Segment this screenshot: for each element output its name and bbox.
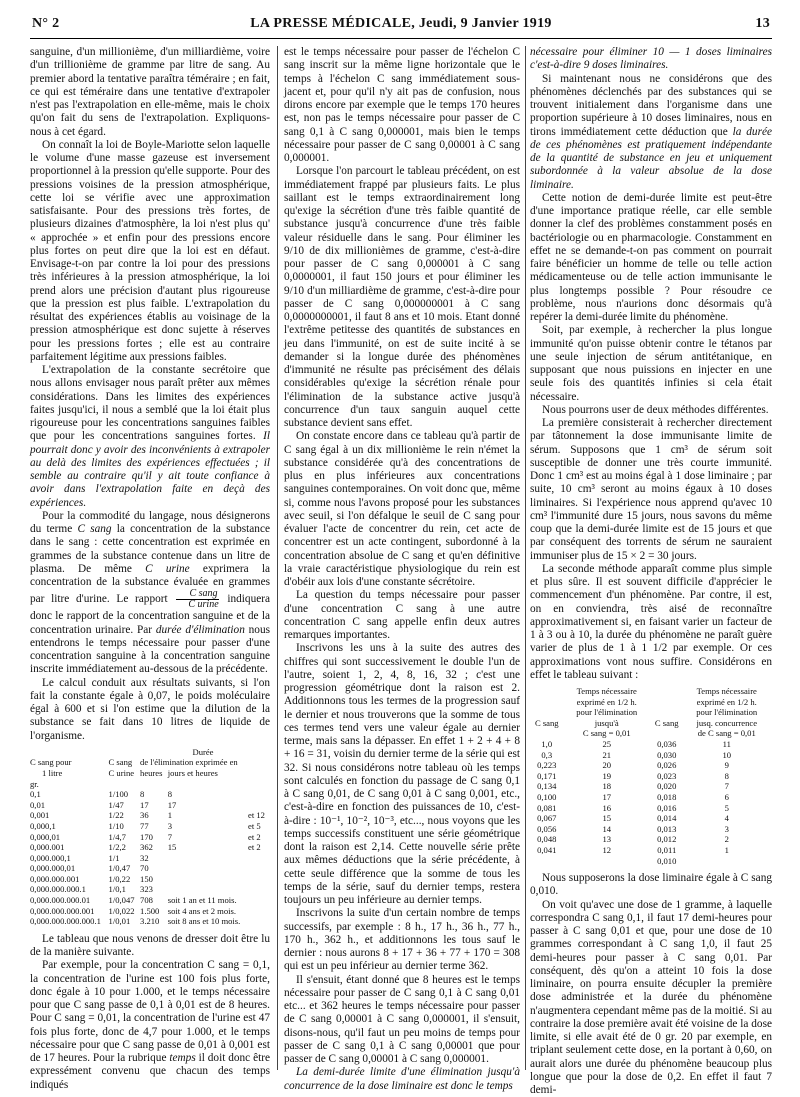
paragraph: Pour la commodité du langage, nous désignerons du terme C sang la concentration de la substance dans le sang : cette concentration est exprimée en grammes de la substance contenue dans un litre de plasma. De même C urine exprimera la concentration de la substance évaluée en grammes par litre d'urine. Le rapport $\frac{\text{C sang}}{\text{C urine}}$ indiquera donc le rapport de la concentration sanguine et de la concentration urinaire. Par durée d'élimination nous entendrons le temps nécessaire pour passer d'une concentration sanguine à la concentration sanguine inscrite immédiatement au-dessous de la précédente. xyxy=(30,509,271,676)
table-cell xyxy=(248,863,270,874)
paragraph: Le calcul conduit aux résultats suivants, si l'on fait la constante égale à 0,07, le poids moléculaire égal à 600 et si l'on estime que la dilution de la substance se fait dans 10 litres de liquide de l'organisme. xyxy=(30,676,270,742)
table-cell xyxy=(564,856,650,867)
table-cell: 0,056 xyxy=(537,823,557,834)
table-cell: et 2 xyxy=(248,842,261,853)
table-row xyxy=(30,906,270,917)
table-cell: 1/2,2 xyxy=(108,842,126,853)
table-cell xyxy=(248,789,270,800)
table-cell: 17 xyxy=(602,791,612,802)
table-row xyxy=(30,789,270,800)
table-cell: 11 xyxy=(722,738,731,749)
table-cell: 0,01 xyxy=(30,799,46,810)
column-2 xyxy=(284,46,520,1093)
table-cell: 1/1 xyxy=(108,852,120,863)
table-cell: 1/22 xyxy=(108,810,124,821)
table-cell: 3.210 xyxy=(140,916,160,927)
table-cell: 1/0,022 xyxy=(108,905,135,916)
table-cell xyxy=(248,884,270,895)
paragraph: On voit qu'avec une dose de 1 gramme, à laquelle correspondra C sang 0,1, il faut 17 demi-heures pour passer à C sang 0,01 et que, pour une dose de 10 grammes correspondant à C sang 1,0, il faut 25 demi-heures pour passer à C sang 0,01. Par conséquent, dès qu'on a atteint 10 fois la dose liminaire, on pourra ensuite décupler la première dose administrée et la durée du phénomène n'augmentera cependant même pas de la moitié. Si au contraire la dose première avait été voisine de la dose limite, si elle avait été de 0 gr. 20 par exemple, en triplant seulement cette dose, en la portant à 0,60, on aurait alors une durée du phénomène beaucoup plus longue que pour la dose de 0,2. En effet il faut 7 demi- xyxy=(530,898,773,1097)
table-cell: 10 xyxy=(722,749,732,760)
table-cell: 1/100 xyxy=(108,789,129,800)
paragraph: La demi-durée limite d'une élimination jusqu'à concurrence de la dose liminaire est donc le temps xyxy=(284,1066,520,1092)
table-cell: 0,013 xyxy=(657,823,677,834)
table-cell: 1/0,22 xyxy=(108,873,131,884)
table-cell: 1/0,1 xyxy=(108,884,126,895)
table-cell: 0,000.000.000.000.1 xyxy=(30,916,101,927)
table-cell: 0,030 xyxy=(657,749,677,760)
paragraph: Inscrivons les uns à la suite des autres des chiffres qui sont successivement le double l'un de l'autre, soient 1, 2, 4, 8, 16, 32 ; c'est une progression géométrique dont la raison est 2. Additionnons tous les termes de la progression sauf le dernier et nous trouverons que la somme de tous ces termes tend vers une valeur égale au dernier terme, mais sans la dépasser. En effet 1 + 2 + 4 + 8 + 16 = 31, voisin du dernier terme de la série qui est 32. Si nous considérons notre tableau où les temps sont calculés en fonction du passage de C sang 0,1 à C sang 0,01, de C sang 0,01 à C sang 0,001, etc., c'est-à-dire en fonction des puissances de 10, c'est-à-dire : 10⁻¹, 10⁻², 10⁻³, etc..., nous voyons que les temps successifs constituent une série géométrique dont la raison est 2,14. Cette nouvelle série prête aux mêmes déductions que la série précédente, à cette seule différence que la somme de tous les temps de la série, sauf du dernier temps, restera toujours un peu inférieure au dernier temps. xyxy=(284,642,520,906)
paragraph: Inscrivons la suite d'un certain nombre de temps successifs, par exemple : 8 h., 17 h., 36 h., 77 h., 170 h., 362 h., et additionnons les tous sauf le dernier : nous aurons 8 + 17 + 36 + 77 + 170 = 308 qui est un peu inférieur au dernier terme 362. xyxy=(284,907,520,973)
dose-table: Temps nécessaire Temps nécessaire exprimé en 1/2 h. exprimé en 1/2 h. pour l'élimination pour l'élimination C sang jusqu'à C sang jusq. concurrence C sang = 0,01 de C sang = 0,01 1,0 25 0,036 11 0,3 21 0,030 10 0,223 20 0,026 9 0,171 19 0,023 8 0,134 18 0,020 7 0,100 17 0,018 6 0,081 16 0,016 5 0,067 15 0,014 4 0,056 14 0,013 3 0,048 13 0,012 2 0,041 12 0,011 1 0,010 xyxy=(530,686,770,866)
paragraph: La question du temps nécessaire pour passer d'une concentration C sang à une autre concentration C sang appelle enfin deux autres remarques importantes. xyxy=(284,589,520,641)
table-row xyxy=(530,750,770,761)
table-cell: 7 xyxy=(167,831,173,842)
table-row xyxy=(30,853,270,864)
table-cell xyxy=(168,884,248,895)
table-cell xyxy=(168,874,248,885)
table-cell: 18 xyxy=(602,781,612,792)
table-cell: 15 xyxy=(167,842,177,853)
table-cell xyxy=(684,856,771,867)
paragraph: Cette notion de demi-durée limite est peut-être d'une importance pratique réelle, car elle semble donner la clef des problèmes constamment posés en bactériologie ou en pharmacologie. Constamment en effet ne se demande-t-on pas comment on pourrait faire bénéficier un homme de telle ou telle action médicamenteuse ou de telle action immunisante le plus longtemps possible ? Pour résoudre ce problème, nous n'aurions donc désormais qu'à repérer la demi-durée limite du phénomène. xyxy=(530,191,772,323)
table-cell: 0,023 xyxy=(657,770,677,781)
table-row xyxy=(530,845,770,856)
paragraph: Nous pourrons user de deux méthodes différentes. xyxy=(542,403,769,416)
table-cell: 0,3 xyxy=(541,749,553,760)
table-cell: 8 xyxy=(140,789,145,800)
paragraph: Lorsque l'on parcourt le tableau précédent, on est immédiatement frappé par plusieurs faits. Le plus saillant est le temps extraordinairement long qu'exige la sécrétion d'une très faible quantité de substance jusqu'à concurrence d'une très faible valeur résiduelle dans le sang. Pour éliminer les 9/10 de dix millionièmes de gramme, c'est-à-dire pour passer de C sang 0,000001 à C sang 0,0000001, il faut 150 jours et pour éliminer les 9/10 d'un milliardième de gramme, c'est-à-dire pour passer de C sang 0,000000001 à C sang 0,0000000001, il faut 8 ans et 10 mois. Etant donné l'extrême petitesse des quantités de substances en jeu dans l'immunité, on est de suite incité à se demander si la longue durée des phénomènes d'immunité ne résulte pas précisément des délais considérables qu'exige la sécrétion rénale pour l'élimination de la substance active jusqu'à concurrence d'un taux sanguin auquel cette substance devient sans effet. xyxy=(284,165,520,429)
table-cell: 0,014 xyxy=(657,813,677,824)
paragraph: est le temps nécessaire pour passer de l'échelon C sang inscrit sur la même ligne horizontale que le temps à l'échelon C sang immédiatement sous-jacent et, pour qu'il n'y ait pas de confusion, nous dirons encore par exemple que le temps 170 heures est, non pas le temps nécessaire pour passer de C sang 0,1 à C sang 0,000001, mais bien le temps nécessaire pour passer de C sang 0,00001 à C sang 0,000001. xyxy=(284,46,520,164)
table-cell: 70 xyxy=(140,863,149,874)
table-cell: 0,048 xyxy=(537,834,557,845)
table-cell: 20 xyxy=(602,760,612,771)
table-cell: 0,041 xyxy=(537,844,557,855)
table-cell: et 5 xyxy=(248,820,261,831)
table-row xyxy=(530,824,770,835)
table-cell: 0,011 xyxy=(657,844,677,855)
table-cell: 32 xyxy=(140,852,149,863)
table-cell: 0,223 xyxy=(537,760,557,771)
table-cell: 21 xyxy=(602,749,612,760)
paragraph: nécessaire pour éliminer 10 — 1 doses liminaires c'est-à-dire 9 doses liminaires. xyxy=(530,46,772,72)
table-cell xyxy=(168,863,248,874)
table-cell: 0,020 xyxy=(657,781,677,792)
table-cell: 25 xyxy=(602,738,612,749)
table-cell: 36 xyxy=(140,810,149,821)
paragraph: Nous supposerons la dose liminaire égale à C sang 0,010. xyxy=(530,872,772,898)
table-cell: 0,026 xyxy=(657,760,677,771)
paragraph: Soit, par exemple, à rechercher la plus longue immunité qu'on puisse obtenir contre le tétanos par une seule injection de sérum antitétanique, en supposant que nous puissions en injecter en une seule fois des quantités infinies si cela était nécessaire. xyxy=(530,324,772,403)
page-number: 13 xyxy=(755,16,770,31)
table-cell: 0,100 xyxy=(537,791,557,802)
table-row xyxy=(530,856,770,867)
table-cell: 362 xyxy=(140,842,153,853)
table-cell: 0,081 xyxy=(537,802,557,813)
table-row xyxy=(30,916,270,927)
paragraph: La seconde méthode apparaît comme plus simple et plus sûre. Il est souvent difficile d'apprécier le commencement d'un phénomène. Par contre, il est, on en conviendra, très aisé de reconnaître approximativement si, en faisant varier un facteur de 1 à 3 ou à 10, la durée du phénomène ne paraît guère varier de plus de 1 à 1 1/2 par exemple. Or ces approximations vont nous suffire. Considérons en effet le tableau suivant : xyxy=(530,562,772,681)
table-row xyxy=(30,800,270,811)
table-cell xyxy=(248,874,270,885)
table-cell: 0,010 xyxy=(657,855,677,866)
journal-title: LA PRESSE MÉDICALE, Jeudi, 9 Janvier 1919 xyxy=(250,16,552,31)
table-cell: 1/0,47 xyxy=(108,863,131,874)
table-cell: et 12 xyxy=(248,810,265,821)
table-row xyxy=(530,803,770,814)
table-cell: et 2 xyxy=(248,831,261,842)
table-cell: 0,000,01 xyxy=(30,831,61,842)
paragraph: Le tableau que nous venons de dresser doit être lu de la manière suivante. xyxy=(30,932,270,959)
table-cell: 1.500 xyxy=(140,905,160,916)
table-cell: 0,000.000.000.01 xyxy=(30,895,91,906)
column-divider xyxy=(525,46,526,1070)
table-cell: 0,000.001 xyxy=(30,842,65,853)
paragraph: Si maintenant nous ne considérons que des phénomènes déclenchés par des substances qui se trouvent initialement dans l'organisme dans une proportion supérieure à 10 doses liminaires, nous en tirons immédiatement cette déduction que la durée de ces phénomènes est pratiquement indépendante de la quantité de substance en jeu et uniquement subordonnée à la valeur absolue de la dose liminaire. xyxy=(530,72,772,191)
table-cell: 19 xyxy=(602,770,612,781)
table-row xyxy=(530,781,770,792)
table-cell: 1/4,7 xyxy=(108,831,126,842)
table-cell xyxy=(168,853,248,864)
table-cell: 1 xyxy=(724,844,729,855)
column-3 xyxy=(530,46,772,1097)
table-cell: 8 xyxy=(167,789,173,800)
issue-number: N° 2 xyxy=(32,16,60,31)
paragraph: sanguine, d'un millionième, d'un milliardième, voire d'un trillionième de gramme par litre de sang. Au premier abord la tentative paraîtra téméraire ; en fait, ce qui est téméraire dans une tentative d'extrapoler n'est pas l'extrapolation en elle-même, mais le choix qu'on fait du sens de l'extrapolation. Expliquons-nous à cet égard. xyxy=(30,46,270,138)
elimination-table: Durée C sang pour C sang de l'élimination exprimée en 1 litre C urine heures jours et heures gr. 0,1 1/100 8 8 0,01 1/47 17 17 0,001 1/22 36 1 et 12 0,000,1 1/10 77 3 et 5 0,000,01 1/4,7 170 7 et 2 0,000.001 1/2,2 362 15 et 2 0,000.000,1 1/1 32 0,000.000,01 1/0,47 70 0,000.000.001 1/0,22 150 0,000.000.000.1 1/0,1 323 0,000.000.000.01 1/0,047 708 soit 1 an et 11 mois. 0,000.000.000.001 1/0,022 1.500 soit 4 ans et 2 mois. 0,000.000.000.000.1 1/0,01 3.210 soit 8 ans et 10 mois. xyxy=(30,747,270,927)
table-row xyxy=(530,739,770,750)
table-cell: 0,000.000,1 xyxy=(30,852,71,863)
table-cell: 0,000.000,01 xyxy=(30,863,76,874)
column-divider xyxy=(277,46,278,1070)
table-cell: 150 xyxy=(140,873,153,884)
paragraph: La première consisterait à rechercher directement par tâtonnement la dose immunisante limite de sérum. Supposons que 1 cm³ de sérum soit susceptible de donner une très courte immunité. Donc 1 cm³ est au moins égal à 1 dose liminaire ; par suite, 10 cm³ seront au moins égaux à 10 doses liminaires. Si l'expérience nous apprend qu'avec 10 cm³ l'immunité dure 15 jours, nous savons du même coup que la demi-durée limite est de 15 jours et que par conséquent des torrents de sérum ne sauraient immuniser plus de 15 × 2 = 30 jours. xyxy=(530,417,772,562)
table-cell: 0,000,1 xyxy=(30,820,56,831)
table-cell: 15 xyxy=(602,813,612,824)
table-cell: 2 xyxy=(724,834,729,845)
table-cell: 0,1 xyxy=(30,789,41,800)
table-row xyxy=(530,771,770,782)
table-cell: 6 xyxy=(724,791,729,802)
table-cell: 1/47 xyxy=(108,799,124,810)
table-cell: 14 xyxy=(602,823,612,834)
table-cell: 12 xyxy=(602,844,612,855)
table-row xyxy=(30,832,270,843)
table-row xyxy=(30,810,270,821)
table-cell: soit 4 ans et 2 mois. xyxy=(167,905,237,916)
page-header xyxy=(30,14,772,39)
table-cell: soit 1 an et 11 mois. xyxy=(167,895,237,906)
table-cell: 0,036 xyxy=(657,738,677,749)
table-cell: 17 xyxy=(167,799,177,810)
table-cell: 0,134 xyxy=(537,781,557,792)
table-row xyxy=(30,842,270,853)
table-cell: 1,0 xyxy=(541,738,553,749)
table-cell: soit 8 ans et 10 mois. xyxy=(167,916,241,927)
table-cell: 8 xyxy=(724,770,729,781)
table-row xyxy=(530,760,770,771)
table-cell xyxy=(530,856,564,867)
table-cell: 1 xyxy=(167,810,173,821)
table-cell: 0,171 xyxy=(537,770,557,781)
paragraph: L'extrapolation de la constante secrétoire que nous allons envisager nous paraît prêter aux mêmes considérations. Dans les limites des expériences faites jusqu'ici, il nous a semblé que la loi était plus rigoureuse pour les concentrations sanguines faibles que pour les concentrations sanguines fortes. Il pourrait donc y avoir des inconvénients à extrapoler au delà des limites des expériences effectuées ; il semble au contraire qu'il y ait toute confiance à avoir dans l'extrapolation faite en deçà des expériences. xyxy=(30,364,270,509)
table-cell: 77 xyxy=(140,820,149,831)
table-cell: 3 xyxy=(724,823,729,834)
table-cell: 16 xyxy=(602,802,612,813)
paragraph: On constate encore dans ce tableau qu'à partir de C sang égal à un dix millionième le rein n'émet la substance considérée qu'à des concentrations de plus en plus inférieures aux concentrations sanguines contemporaines. On voit donc que, même si, comme nous l'avons proposé pour les substances avec seuil, si l'on défalque le seuil de C sang pour évaluer l'acte de concentrer du rein, cet acte de concentrer est un acte contingent, subordonné à la concentration absolue de C sang et qu'en définitive la vraie caractéristique physiologique du rein est d'obéir aux lois d'une constante sécrétoire. xyxy=(284,430,520,588)
table-cell: 0,012 xyxy=(657,834,677,845)
table-cell: 5 xyxy=(724,802,729,813)
table-cell: 170 xyxy=(140,831,153,842)
table-cell xyxy=(248,853,270,864)
paragraph: Par exemple, pour la concentration C sang = 0,1, la concentration de l'urine est 100 fois plus forte, donc égale à 10 pour 1.000, et le temps nécessaire pour que C sang passe de 0,1 à 0,01 est de 8 heures. Pour C sang = 0,01, la concentration de l'urine est 47 fois plus forte, donc de 4,7 pour 1.000, et le temps nécessaire pour que C sang passe de 0,01 à 0,001 est de 17 heures. Pour la rubrique temps il doit donc être expressément convenu que chacun des temps indiqués xyxy=(30,959,271,1091)
table-cell: 0,000.000.000.001 xyxy=(30,905,95,916)
table-cell: 3 xyxy=(167,820,173,831)
ratio-fraction: $\frac{\text{C sang}}{\text{C urine}}$ xyxy=(176,589,218,610)
table-cell: 0,000.000.001 xyxy=(30,873,80,884)
table-row xyxy=(530,813,770,824)
table-cell: 17 xyxy=(140,799,149,810)
table-row xyxy=(30,874,270,885)
table-cell xyxy=(248,800,270,811)
table-cell: 0,001 xyxy=(30,810,50,821)
table-cell: 0,000.000.000.1 xyxy=(30,884,86,895)
table-row xyxy=(30,895,270,906)
table-cell: 1/0,01 xyxy=(108,916,131,927)
paragraph: Il s'ensuit, étant donné que 8 heures est le temps nécessaire pour passer de C sang 0,1 à C sang 0,01 etc... et 362 heures le temps nécessaire pour passer de C sang 0,00001 à C sang 0,000001, il s'ensuit, disons-nous, qu'il faut un peu moins de temps pour passer de C sang 0,1 à C sang 0,00001 que pour passer de C sang 0,00001 à C sang 0,000001. xyxy=(284,973,520,1065)
table-cell: 9 xyxy=(724,760,729,771)
table-row xyxy=(530,834,770,845)
table-row xyxy=(30,884,270,895)
table-cell: 7 xyxy=(724,781,729,792)
table-row xyxy=(30,863,270,874)
table-cell: 4 xyxy=(724,813,729,824)
table-cell: 323 xyxy=(140,884,153,895)
table-cell: 1/10 xyxy=(108,820,124,831)
table-row xyxy=(30,821,270,832)
paragraph: On connaît la loi de Boyle-Mariotte selon laquelle le volume d'une masse gazeuse est inversement proportionnel à la pression qu'elle supporte. Pour des pressions voisines de la pression atmosphérique, cette loi se vérifie avec une approximation satisfaisante. Pour des pressions très fortes, de plusieurs dizaines d'atmosphère, la loi n'est plus qu' « approchée » et enfin pour des pressions encore plus fortes on peut dire que la loi est en défaut. Envisage-t-on par contre la loi pour des pressions très inférieures à la pression atmosphérique, la loi prend alors une précision d'autant plus rigoureuse que la pression est plus faible. L'extrapolation du résultat des expériences établis au voisinage de la pression atmosphérique est donc sujette à réserves pour les pressions fortes ; elle est au contraire parfaitement légitime aux pressions faibles. xyxy=(30,138,270,363)
table-cell: 13 xyxy=(602,834,612,845)
table-cell: 0,018 xyxy=(657,791,677,802)
table-row xyxy=(530,792,770,803)
table-cell: 0,067 xyxy=(537,813,557,824)
table-cell: 708 xyxy=(140,895,153,906)
column-1 xyxy=(30,46,270,1092)
table-cell: 0,016 xyxy=(657,802,677,813)
table-cell: 1/0,047 xyxy=(108,895,135,906)
